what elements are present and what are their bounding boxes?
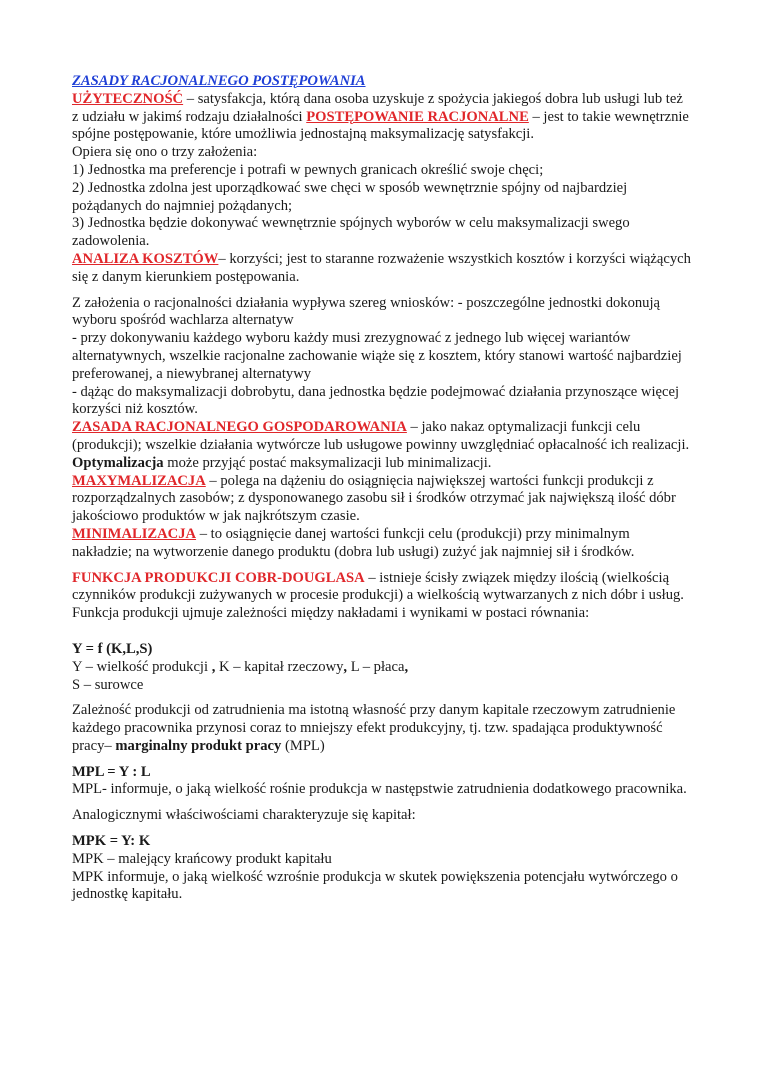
formula-desc-l: L – płaca	[347, 658, 405, 675]
document-title	[72, 73, 692, 91]
assumption-item: 1) Jednostka ma preferencje i potrafi w pewnych granicach określić swoje chęci;	[72, 161, 544, 178]
blank-line	[72, 623, 692, 641]
paragraph-uzytecznosc	[72, 91, 692, 144]
term-minimalizacja: MINIMALIZACJA	[72, 525, 197, 542]
kapital-intro: Analogicznymi właściwościami charakteryzuje się kapitał:	[72, 807, 416, 824]
formula-description-line2: S – surowce	[72, 676, 144, 693]
mpk-description: MPK – malejący krańcowy produkt kapitału	[72, 850, 332, 867]
assumption-item: 2) Jednostka zdolna jest uporządkować swe chęci w sposób wewnętrznie spójny od najbardziej pożądanych do najmniej pożądanych;	[72, 179, 628, 214]
term-maxymalizacja: MAXYMALIZACJA	[72, 472, 206, 489]
formula-desc-comma: ,	[211, 658, 216, 675]
title-text: ZASADY RACJONALNEGO POSTĘPOWANIA	[72, 73, 366, 89]
zasada-text: – jako nakaz optymalizacji funkcji celu (produkcji); wszelkie działania wytwórcze lub usługowe powinny uwzględniać opłacalność ich realizacji.	[72, 419, 690, 453]
maxymalizacja-text: – polega na dążeniu do osiągnięcia największej wartości funkcji produkcji z rozporządzalnych zasobów; z dysponowanego zasobu sił i środków otrzymać jak największą ilość dóbr jakościowo produktów w jak najkrótszym czasie.	[72, 472, 676, 525]
paragraph-minimalizacja	[72, 526, 692, 562]
term-analiza-kosztow: ANALIZA KOSZTÓW	[72, 250, 219, 267]
uzytecznosc-text: – satysfakcja, którą dana osoba uzyskuje z spożycia jakiegoś dobra lub usługi lub też z udziału w jakimś rodzaju działalności	[72, 90, 683, 125]
mpk-description: MPK informuje, o jaką wielkość wzrośnie produkcja w skutek powiększenia potencjału wytwórczego o jednostkę kapitału.	[72, 868, 678, 903]
term-zasada-racjonalnego-gospodarowania: ZASADA RACJONALNEGO GOSPODAROWANIA	[72, 419, 407, 436]
formula-description	[72, 659, 692, 677]
formula-production: Y = f (K,L,S)	[72, 640, 153, 657]
paragraph-analiza-kosztow	[72, 251, 692, 287]
formula-desc-k: K – kapitał rzeczowy	[215, 658, 344, 675]
paragraph-optymalizacja	[72, 455, 692, 473]
term-marginalny-produkt-pracy: marginalny produkt pracy	[115, 737, 282, 754]
zaleznosc-tail: (MPL)	[281, 737, 325, 754]
document-page	[72, 73, 692, 904]
formula-desc-comma: ,	[404, 658, 409, 675]
analiza-text: – korzyści; jest to staranne rozważenie wszystkich kosztów i korzyści wiążących się z danym kierunkiem postępowania.	[72, 250, 691, 285]
paragraph-zasada	[72, 419, 692, 455]
minimalizacja-text: – to osiągnięcie danej wartości funkcji celu (produkcji) przy minimalnym nakładzie; na wytworzenie danego produktu (dobra lub usługi) zużyć jak najmniej sił i środków.	[72, 525, 635, 560]
term-postepowanie-racjonalne: POSTĘPOWANIE RACJONALNE	[306, 108, 529, 125]
assumptions-intro: Opiera się ono o trzy założenia:	[72, 144, 258, 161]
formula-mpl: MPL = Y : L	[72, 763, 151, 780]
conclusion-item: - przy dokonywaniu każdego wyboru każdy musi zrezygnować z jednego lub więcej wariantów alternatywnych, wszelkie racjonalne zachowanie wiąże się z kosztem, który stanowi wartość najbardziej preferowanej, a niewybranej alternatywy	[72, 330, 682, 382]
postepowanie-text: – jest to takie wewnętrznie spójne postępowanie, które umożliwia jednostajną maksymalizację satysfakcji.	[72, 108, 689, 143]
paragraph-maxymalizacja	[72, 473, 692, 526]
paragraph-zaleznosc	[72, 702, 692, 755]
optymalizacja-text: może przyjąć postać maksymalizacji lub minimalizacji.	[163, 454, 492, 471]
conclusion-item: - dążąc do maksymalizacji dobrobytu, dana jednostka będzie podejmować działania przynoszące więcej korzyści niż kosztów.	[72, 383, 680, 418]
conclusion-item: Z założenia o racjonalności działania wypływa szereg wniosków: - poszczególne jednostki dokonują wyboru spośród wachlarza alternatyw	[72, 294, 661, 329]
funkcja-text: – istnieje ścisły związek między ilością (wielkością czynników produkcji zużywanych w procesie produkcji) a wielkością wytwarzanych z nich dóbr i usług. Funkcja produkcji ujmuje zależności między nakładami i wynikami w postaci równania:	[72, 569, 684, 622]
paragraph-funkcja-produkcji	[72, 570, 692, 623]
zaleznosc-text: Zależność produkcji od zatrudnienia ma istotną własność przy danym kapitale rzeczowym zatrudnienie każdego pracownika przynosi coraz to mniejszy efekt produkcyjny, tj. tzw. spadająca produktywność pracy–	[72, 702, 676, 754]
formula-desc-comma: ,	[343, 658, 348, 675]
assumption-item: 3) Jednostka będzie dokonywać wewnętrznie spójnych wyborów w celu maksymalizacji swego zadowolenia.	[72, 215, 630, 250]
formula-desc-y: Y – wielkość produkcji	[72, 658, 212, 675]
term-optymalizacja: Optymalizacja	[72, 454, 164, 471]
mpl-description: MPL- informuje, o jaką wielkość rośnie produkcja w następstwie zatrudnienia dodatkowego pracownika.	[72, 781, 687, 798]
term-uzytecznosc: UŻYTECZNOŚĆ	[72, 90, 184, 107]
formula-mpk: MPK = Y: K	[72, 833, 151, 850]
term-funkcja-produkcji: FUNKCJA PRODUKCJI COBR-DOUGLASA	[72, 569, 365, 586]
